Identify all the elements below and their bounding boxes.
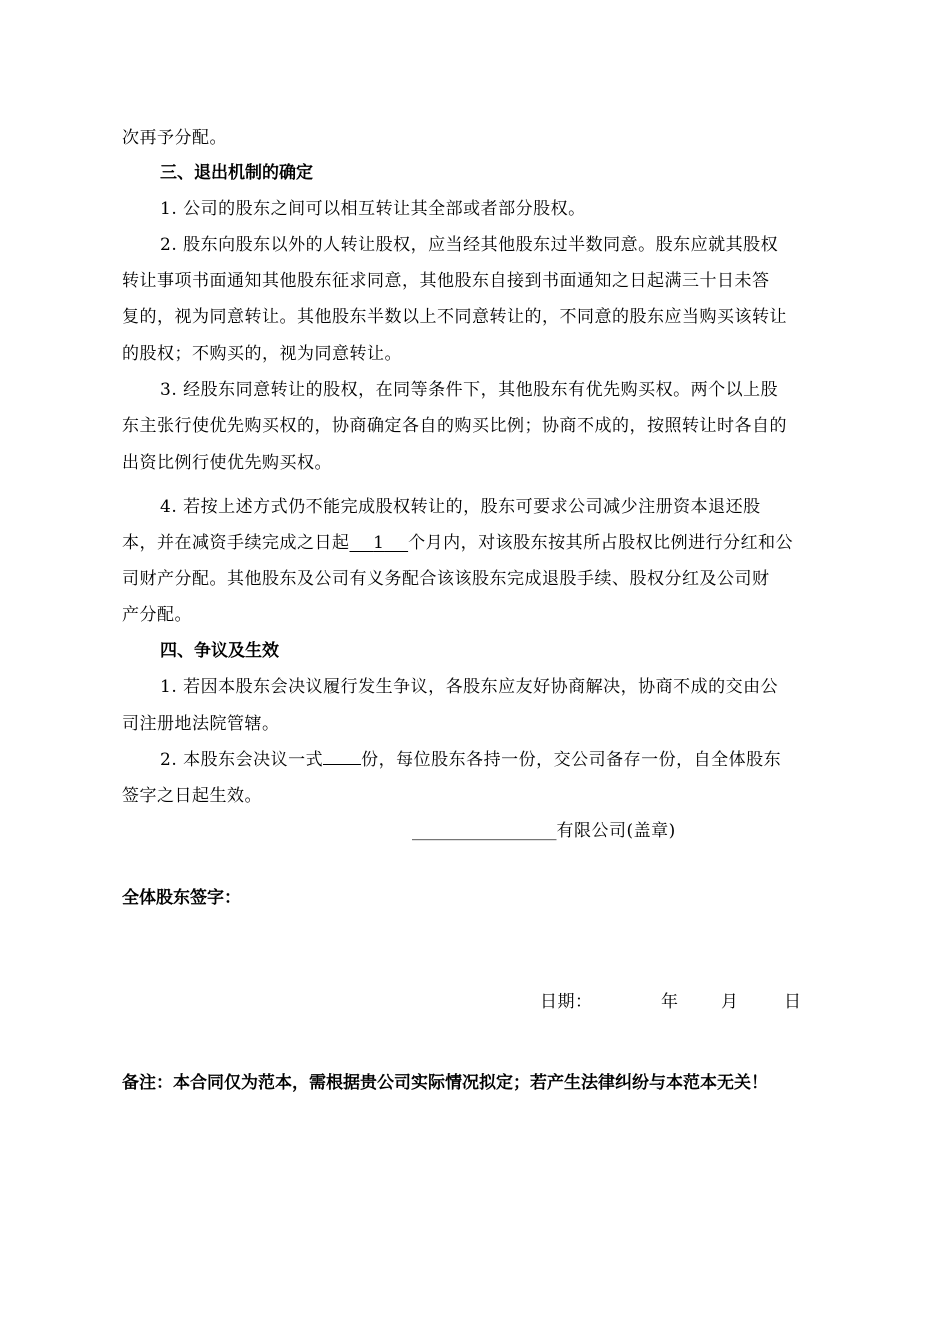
section-4-item-2-line-1 (160, 749, 781, 771)
date-month: 月 (721, 992, 739, 1012)
item-4-line-2-prefix: 本，并在减资手续完成之日起 (122, 533, 350, 553)
company-seal-line (412, 820, 676, 842)
section-3-heading: 三、退出机制的确定 (160, 163, 313, 183)
item-2-line-1-suffix: 份，每位股东各持一份，交公司备存一份，自全体股东 (361, 750, 782, 770)
section-3-item-3-line-2: 东主张行使优先购买权的，协商确定各自的购买比例；协商不成的，按照转让时各自的 (122, 416, 787, 436)
section-3-item-2-line-3: 复的，视为同意转让。其他股东半数以上不同意转让的，不同意的股东应当购买该转让 (122, 307, 787, 327)
section-3-item-4-line-1: 4. 若按上述方式仍不能完成股权转让的，股东可要求公司减少注册资本退还股 (160, 497, 761, 517)
section-3-item-4-line-3: 司财产分配。其他股东及公司有义务配合该该股东完成退股手续、股权分红及公司财 (122, 569, 770, 589)
section-3-item-2-line-2: 转让事项书面通知其他股东征求同意，其他股东自接到书面通知之日起满三十日未答 (122, 271, 770, 291)
section-3-item-2-line-1: 2. 股东向股东以外的人转让股权，应当经其他股东过半数同意。股东应就其股权 (160, 235, 779, 255)
section-3-item-2-line-4: 的股权；不购买的，视为同意转让。 (122, 344, 402, 364)
months-value: 1 (373, 533, 385, 553)
section-3-item-1: 1. 公司的股东之间可以相互转让其全部或者部分股权。 (160, 199, 586, 219)
section-4-item-1-line-2: 司注册地法院管辖。 (122, 714, 280, 734)
section-4-item-2-line-2: 签字之日起生效。 (122, 786, 262, 806)
shareholders-signature-label: 全体股东签字： (122, 888, 241, 908)
item-4-line-2-suffix: 个月内，对该股东按其所占股权比例进行分红和公 (408, 533, 794, 553)
disclaimer-note: 备注：本合同仅为范本，需根据贵公司实际情况拟定；若产生法律纠纷与本范本无关！ (122, 1073, 768, 1093)
item-2-line-1-prefix: 2. 本股东会决议一式 (160, 750, 324, 770)
section-3-item-4-line-4: 产分配。 (122, 605, 192, 625)
section-3-item-4-line-2 (122, 532, 793, 554)
date-day: 日 (784, 992, 802, 1012)
copies-blank (323, 749, 361, 765)
section-4-item-1-line-1: 1. 若因本股东会决议履行发生争议，各股东应友好协商解决，协商不成的交由公 (160, 677, 779, 697)
company-seal-label: 有限公司(盖章) (556, 821, 676, 841)
months-fill-in (350, 533, 409, 553)
section-4-heading: 四、争议及生效 (160, 641, 279, 661)
company-name-blank: _________________ (412, 821, 557, 841)
continuation-text: 次再予分配。 (122, 128, 227, 148)
section-3-item-3-line-3: 出资比例行使优先购买权。 (122, 453, 332, 473)
section-3-item-3-line-1: 3. 经股东同意转让的股权，在同等条件下，其他股东有优先购买权。两个以上股 (160, 380, 779, 400)
date-label: 日期： (540, 992, 593, 1012)
date-year: 年 (661, 992, 679, 1012)
